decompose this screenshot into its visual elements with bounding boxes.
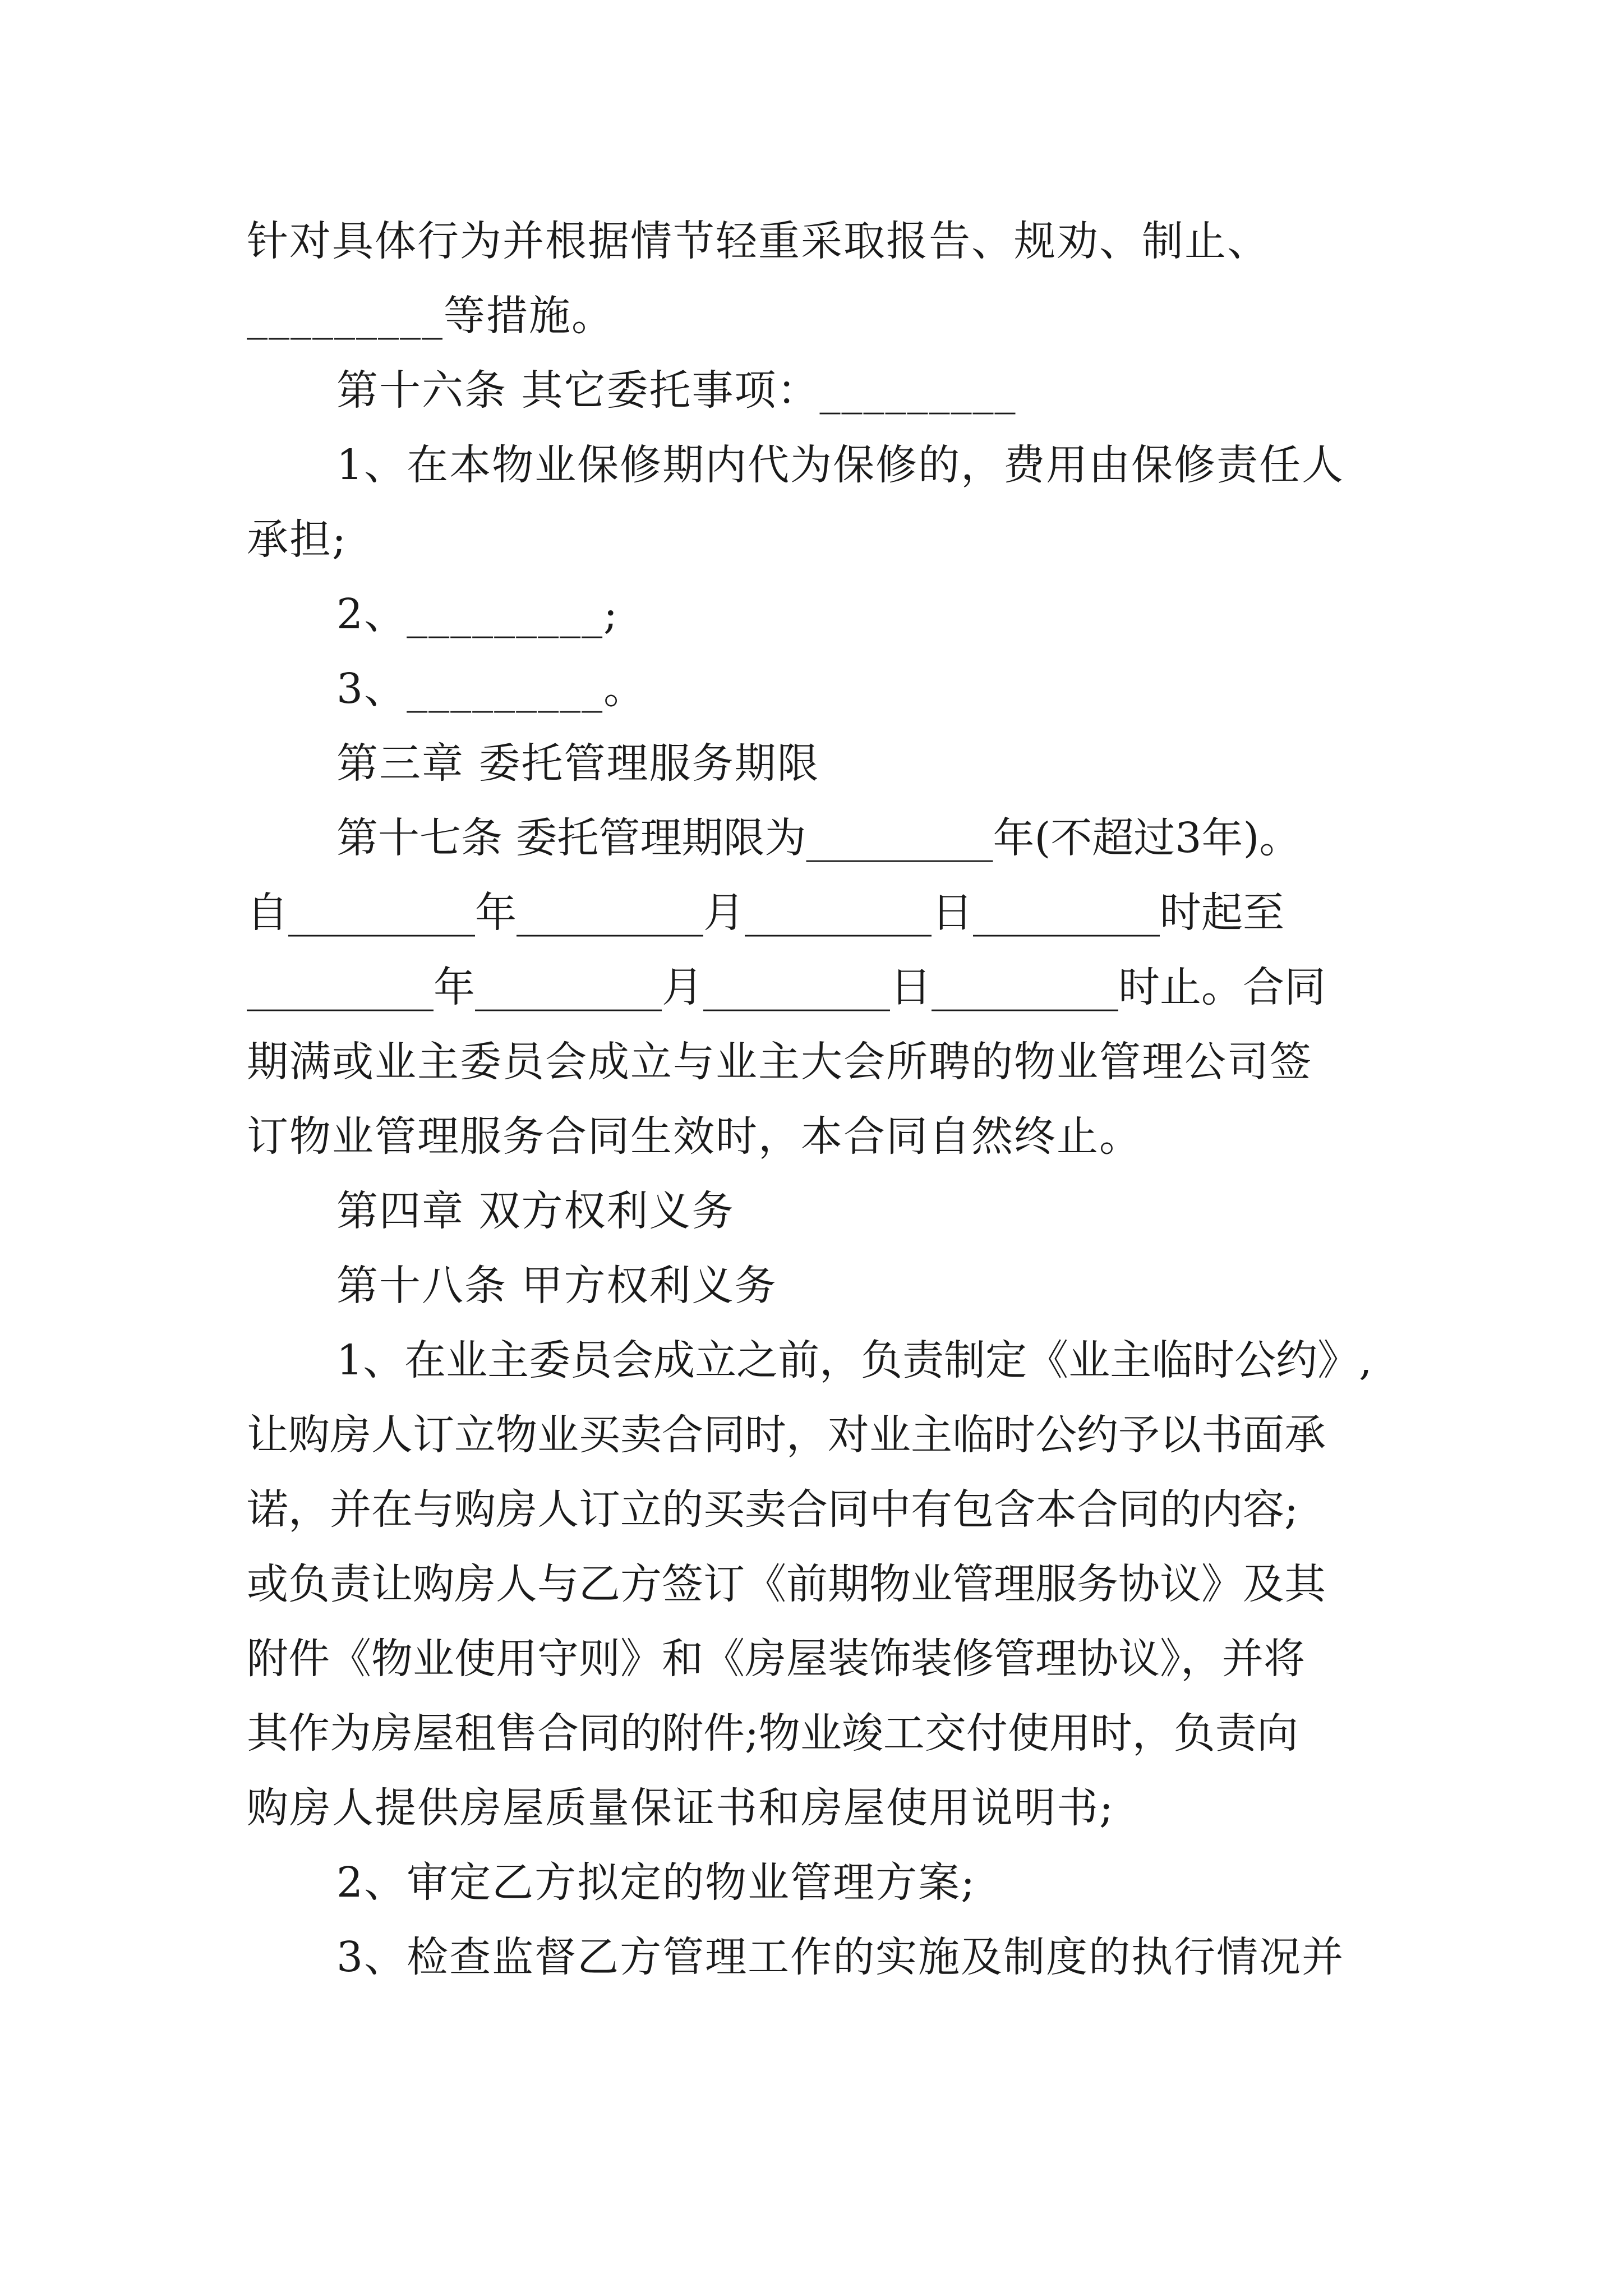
list-item: 2、审定乙方拟定的物业管理方案; bbox=[336, 1858, 976, 1907]
text-line: 自_________年_________月_________日_________时起至 bbox=[247, 889, 1284, 937]
text-line: 其作为房屋租售合同的附件;物业竣工交付使用时，负责向 bbox=[247, 1709, 1298, 1757]
text-line: 期满或业主委员会成立与业主大会所聘的物业管理公司签 bbox=[247, 1038, 1312, 1086]
text-line: 购房人提供房屋质量保证书和房屋使用说明书; bbox=[247, 1784, 1114, 1832]
text-line: _________等措施。 bbox=[247, 292, 614, 340]
article-heading: 第十八条 甲方权利义务 bbox=[336, 1262, 777, 1310]
list-item: 3、检查监督乙方管理工作的实施及制度的执行情况并 bbox=[336, 1933, 1345, 1981]
text-line: 针对具体行为并根据情节轻重采取报告、规劝、制止、 bbox=[247, 217, 1270, 265]
text-line: 订物业管理服务合同生效时，本合同自然终止。 bbox=[247, 1112, 1142, 1161]
text-line: 或负责让购房人与乙方签订《前期物业管理服务协议》及其 bbox=[247, 1560, 1326, 1608]
chapter-heading: 第三章 委托管理服务期限 bbox=[336, 739, 820, 788]
article-heading: 第十七条 委托管理期限为_________年(不超过3年)。 bbox=[336, 814, 1301, 862]
text-line: 承担; bbox=[247, 516, 347, 564]
list-item: 1、在本物业保修期内代为保修的，费用由保修责任人 bbox=[336, 441, 1345, 489]
article-heading: 第十六条 其它委托事项：_________ bbox=[336, 366, 1017, 415]
text-line: 附件《物业使用守则》和《房屋装饰装修管理协议》，并将 bbox=[247, 1635, 1305, 1683]
chapter-heading: 第四章 双方权利义务 bbox=[336, 1187, 735, 1235]
text-line: 让购房人订立物业买卖合同时，对业主临时公约予以书面承 bbox=[247, 1411, 1326, 1459]
list-item: 3、_________。 bbox=[336, 665, 647, 713]
list-item: 2、_________; bbox=[336, 590, 619, 638]
text-line: _________年_________月_________日_________时止。合同 bbox=[247, 963, 1326, 1011]
text-line: 诺，并在与购房人订立的买卖合同中有包含本合同的内容; bbox=[247, 1485, 1298, 1534]
list-item: 1、在业主委员会成立之前，负责制定《业主临时公约》, bbox=[336, 1336, 1372, 1384]
